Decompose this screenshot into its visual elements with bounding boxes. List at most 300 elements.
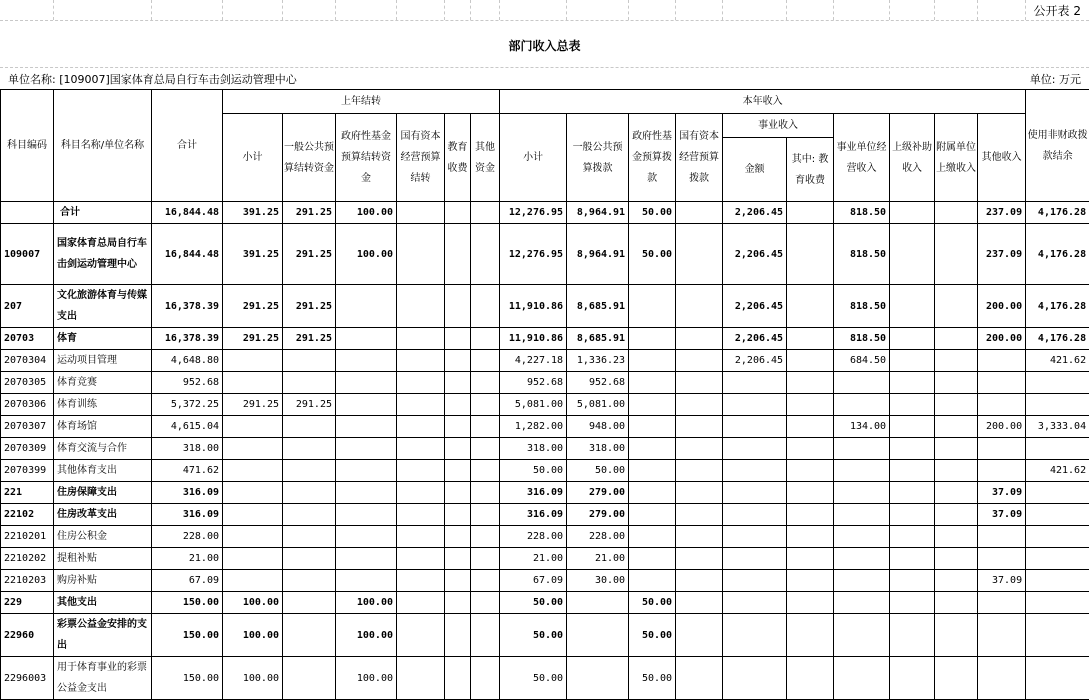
row-value: [629, 548, 676, 570]
row-value: 8,964.91: [567, 224, 629, 285]
row-value: [1026, 372, 1089, 394]
row-value: [935, 592, 978, 614]
row-value: 279.00: [567, 482, 629, 504]
table-row: [1, 372, 1089, 394]
header-ty-other: 其他收入: [978, 114, 1026, 202]
row-value: [787, 438, 834, 460]
row-value: 37.09: [978, 482, 1026, 504]
row-code: 22960: [1, 614, 54, 657]
row-value: [834, 372, 890, 394]
row-value: 21.00: [567, 548, 629, 570]
grid-line: [282, 0, 283, 20]
row-code: 2070307: [1, 416, 54, 438]
row-value: [787, 570, 834, 592]
row-value: [723, 570, 787, 592]
header-total: 合计: [152, 90, 223, 202]
row-value: [890, 394, 935, 416]
row-value: [935, 570, 978, 592]
row-value: [567, 657, 629, 700]
table-row: [1, 482, 1089, 504]
row-value: [935, 394, 978, 416]
table-row: [1, 202, 1089, 224]
row-value: [787, 394, 834, 416]
row-name: 住房公积金: [54, 526, 152, 548]
row-value: [935, 482, 978, 504]
row-value: [935, 372, 978, 394]
row-value: [223, 526, 283, 548]
row-value: [787, 460, 834, 482]
grid-line: [628, 0, 629, 20]
row-value: [978, 592, 1026, 614]
row-value: [723, 438, 787, 460]
row-value: [397, 460, 445, 482]
row-value: [1026, 504, 1089, 526]
row-value: [834, 657, 890, 700]
row-value: [676, 202, 723, 224]
row-value: [445, 372, 471, 394]
row-value: [445, 592, 471, 614]
row-value: [471, 372, 500, 394]
row-value: [336, 328, 397, 350]
row-value: 21.00: [500, 548, 567, 570]
row-value: 818.50: [834, 224, 890, 285]
row-value: 228.00: [500, 526, 567, 548]
row-value: [676, 285, 723, 328]
row-value: [978, 614, 1026, 657]
header-ly-general: 一般公共预算结转资金: [283, 114, 336, 202]
row-value: [890, 460, 935, 482]
row-value: [834, 614, 890, 657]
header-name: 科目名称/单位名称: [54, 90, 152, 202]
row-name: 体育竞赛: [54, 372, 152, 394]
row-code: 20703: [1, 328, 54, 350]
row-value: [223, 482, 283, 504]
row-value: [1026, 394, 1089, 416]
header-ty-gov-fund: 政府性基金预算拨款: [629, 114, 676, 202]
row-value: [283, 482, 336, 504]
row-value: [787, 285, 834, 328]
row-value: [336, 526, 397, 548]
row-value: [890, 438, 935, 460]
row-value: [834, 570, 890, 592]
grid-line: [222, 0, 223, 20]
row-value: [471, 438, 500, 460]
row-value: [890, 224, 935, 285]
row-value: [787, 482, 834, 504]
row-value: [787, 548, 834, 570]
row-code: 2210201: [1, 526, 54, 548]
row-value: [834, 526, 890, 548]
row-value: 316.09: [152, 504, 223, 526]
row-value: [676, 328, 723, 350]
row-value: [1026, 548, 1089, 570]
header-ly-gov-fund: 政府性基金预算结转资金: [336, 114, 397, 202]
row-value: [890, 350, 935, 372]
row-value: [397, 438, 445, 460]
row-value: [397, 224, 445, 285]
row-value: [723, 592, 787, 614]
row-value: 100.00: [336, 202, 397, 224]
income-summary-table: [0, 89, 1089, 700]
header-ty-general: 一般公共预算拨款: [567, 114, 629, 202]
row-value: [629, 526, 676, 548]
row-value: [471, 482, 500, 504]
row-value: [445, 548, 471, 570]
row-value: 818.50: [834, 285, 890, 328]
row-value: 100.00: [223, 614, 283, 657]
row-code: 2070306: [1, 394, 54, 416]
row-code: 2210203: [1, 570, 54, 592]
row-value: [336, 570, 397, 592]
row-name: 体育: [54, 328, 152, 350]
row-value: [723, 657, 787, 700]
row-code: 207: [1, 285, 54, 328]
row-value: [445, 614, 471, 657]
row-value: [223, 570, 283, 592]
row-value: [935, 548, 978, 570]
table-row: [1, 504, 1089, 526]
row-value: [629, 350, 676, 372]
row-value: 134.00: [834, 416, 890, 438]
row-value: [676, 416, 723, 438]
row-value: [787, 202, 834, 224]
row-name: 体育场馆: [54, 416, 152, 438]
report-title: 部门收入总表: [508, 39, 581, 53]
row-value: [397, 570, 445, 592]
header-ty-business: 事业单位经营收入: [834, 114, 890, 202]
row-value: 5,081.00: [567, 394, 629, 416]
row-value: [978, 657, 1026, 700]
row-value: [787, 526, 834, 548]
row-value: 291.25: [223, 328, 283, 350]
row-value: 316.09: [500, 482, 567, 504]
row-value: [629, 570, 676, 592]
grid-line: [786, 0, 787, 20]
row-value: [890, 482, 935, 504]
row-value: 2,206.45: [723, 202, 787, 224]
row-value: 818.50: [834, 202, 890, 224]
row-value: [787, 416, 834, 438]
row-value: 37.09: [978, 570, 1026, 592]
row-value: 4,176.28: [1026, 328, 1089, 350]
row-value: 3,333.04: [1026, 416, 1089, 438]
row-value: [397, 416, 445, 438]
row-value: [397, 482, 445, 504]
row-value: 50.00: [629, 657, 676, 700]
row-value: [787, 614, 834, 657]
row-value: 952.68: [500, 372, 567, 394]
row-code: 2070304: [1, 350, 54, 372]
table-row: [1, 224, 1089, 285]
row-value: [676, 614, 723, 657]
row-name: 住房保障支出: [54, 482, 152, 504]
row-value: [471, 614, 500, 657]
row-value: [223, 438, 283, 460]
row-value: [676, 438, 723, 460]
row-value: [283, 416, 336, 438]
row-value: [834, 460, 890, 482]
row-value: 5,372.25: [152, 394, 223, 416]
row-code: 22102: [1, 504, 54, 526]
grid-line: [977, 0, 978, 20]
table-row: [1, 526, 1089, 548]
row-name: 文化旅游体育与传媒支出: [54, 285, 152, 328]
row-value: 12,276.95: [500, 202, 567, 224]
row-value: 50.00: [629, 614, 676, 657]
row-value: 8,964.91: [567, 202, 629, 224]
row-value: [283, 460, 336, 482]
row-name: 用于体育事业的彩票公益金支出: [54, 657, 152, 700]
row-value: [629, 372, 676, 394]
row-value: [834, 592, 890, 614]
row-value: [676, 504, 723, 526]
row-value: [723, 504, 787, 526]
row-value: [978, 394, 1026, 416]
row-value: [471, 350, 500, 372]
row-value: [723, 394, 787, 416]
row-value: [471, 526, 500, 548]
row-value: [445, 394, 471, 416]
row-value: 1,336.23: [567, 350, 629, 372]
row-value: [935, 460, 978, 482]
row-value: 291.25: [283, 224, 336, 285]
row-value: 50.00: [567, 460, 629, 482]
row-value: [223, 416, 283, 438]
row-value: [471, 202, 500, 224]
row-value: 318.00: [500, 438, 567, 460]
row-value: 50.00: [629, 202, 676, 224]
row-name: 合计: [54, 202, 152, 224]
row-value: 100.00: [336, 592, 397, 614]
row-value: [935, 285, 978, 328]
row-code: 221: [1, 482, 54, 504]
row-value: [978, 460, 1026, 482]
row-value: [397, 614, 445, 657]
row-value: [935, 202, 978, 224]
row-value: [787, 350, 834, 372]
row-value: 5,081.00: [500, 394, 567, 416]
row-value: [978, 548, 1026, 570]
row-value: [397, 202, 445, 224]
row-value: [397, 285, 445, 328]
table-row: [1, 460, 1089, 482]
row-value: 50.00: [500, 592, 567, 614]
row-value: 4,648.80: [152, 350, 223, 372]
row-value: [676, 657, 723, 700]
row-value: 50.00: [629, 224, 676, 285]
row-value: [723, 614, 787, 657]
table-row: [1, 548, 1089, 570]
row-value: [445, 224, 471, 285]
row-value: [567, 614, 629, 657]
row-value: 50.00: [500, 657, 567, 700]
row-name: 提租补贴: [54, 548, 152, 570]
row-value: 684.50: [834, 350, 890, 372]
row-value: 279.00: [567, 504, 629, 526]
row-value: 1,282.00: [500, 416, 567, 438]
row-value: [397, 350, 445, 372]
row-value: 37.09: [978, 504, 1026, 526]
row-value: [471, 394, 500, 416]
row-value: [787, 372, 834, 394]
header-ty-career-amount: 金额: [723, 138, 787, 202]
row-value: [471, 657, 500, 700]
row-name: 彩票公益金安排的支出: [54, 614, 152, 657]
row-value: [676, 350, 723, 372]
row-code: 2070309: [1, 438, 54, 460]
row-name: 运动项目管理: [54, 350, 152, 372]
row-value: [336, 350, 397, 372]
row-value: [283, 372, 336, 394]
row-value: [336, 482, 397, 504]
grid-line: [0, 67, 1089, 68]
row-value: 150.00: [152, 614, 223, 657]
row-value: [445, 526, 471, 548]
row-value: 150.00: [152, 657, 223, 700]
row-value: 100.00: [336, 614, 397, 657]
row-value: [471, 328, 500, 350]
row-value: [676, 394, 723, 416]
row-value: [223, 460, 283, 482]
row-value: [676, 460, 723, 482]
grid-line: [1025, 0, 1026, 20]
row-value: 21.00: [152, 548, 223, 570]
header-ty-affiliated: 附属单位上缴收入: [935, 114, 978, 202]
row-value: 100.00: [336, 657, 397, 700]
row-value: [1026, 526, 1089, 548]
row-value: 67.09: [152, 570, 223, 592]
row-value: [978, 438, 1026, 460]
grid-line: [499, 0, 500, 20]
row-value: 952.68: [567, 372, 629, 394]
row-value: [629, 482, 676, 504]
row-value: 237.09: [978, 202, 1026, 224]
row-value: [283, 548, 336, 570]
row-value: [978, 372, 1026, 394]
row-name: 其他支出: [54, 592, 152, 614]
row-value: [471, 285, 500, 328]
row-value: [890, 372, 935, 394]
page-label: 公开表 2: [1033, 4, 1081, 18]
row-value: 4,176.28: [1026, 285, 1089, 328]
row-value: 228.00: [152, 526, 223, 548]
row-value: [397, 592, 445, 614]
row-value: [397, 504, 445, 526]
row-value: [723, 526, 787, 548]
row-value: [890, 285, 935, 328]
row-name: 其他体育支出: [54, 460, 152, 482]
row-value: [834, 482, 890, 504]
row-value: 318.00: [152, 438, 223, 460]
row-value: [787, 224, 834, 285]
row-value: 4,176.28: [1026, 202, 1089, 224]
row-value: [445, 416, 471, 438]
row-value: 291.25: [223, 394, 283, 416]
row-value: [723, 482, 787, 504]
row-value: 228.00: [567, 526, 629, 548]
grid-line: [675, 0, 676, 20]
row-value: [223, 548, 283, 570]
header-ly-edu: 教育收费: [445, 114, 471, 202]
table-row: [1, 328, 1089, 350]
row-value: 291.25: [283, 202, 336, 224]
row-value: [676, 570, 723, 592]
row-code: [1, 202, 54, 224]
grid-line: [566, 0, 567, 20]
row-value: [723, 372, 787, 394]
row-value: [676, 372, 723, 394]
row-value: [935, 328, 978, 350]
table-row: [1, 285, 1089, 328]
row-value: [787, 592, 834, 614]
row-value: [890, 328, 935, 350]
row-value: [445, 438, 471, 460]
grid-line: [444, 0, 445, 20]
row-value: [471, 460, 500, 482]
row-value: [787, 504, 834, 526]
row-value: 67.09: [500, 570, 567, 592]
row-value: [471, 592, 500, 614]
row-value: 16,378.39: [152, 328, 223, 350]
table-row: [1, 570, 1089, 592]
row-value: [336, 504, 397, 526]
row-value: [471, 224, 500, 285]
row-value: 421.62: [1026, 460, 1089, 482]
row-value: [935, 504, 978, 526]
row-code: 229: [1, 592, 54, 614]
table-body: [1, 202, 1089, 700]
row-value: 4,227.18: [500, 350, 567, 372]
row-value: [978, 526, 1026, 548]
row-value: 50.00: [500, 614, 567, 657]
row-value: [445, 482, 471, 504]
row-value: [676, 482, 723, 504]
row-value: 316.09: [152, 482, 223, 504]
row-value: [445, 285, 471, 328]
header-non-fiscal: 使用非财政拨款结余: [1026, 90, 1089, 202]
row-value: [397, 372, 445, 394]
row-value: [397, 548, 445, 570]
row-value: 948.00: [567, 416, 629, 438]
row-value: [336, 372, 397, 394]
row-code: 2070305: [1, 372, 54, 394]
row-value: 11,910.86: [500, 285, 567, 328]
row-value: [471, 548, 500, 570]
row-value: 200.00: [978, 285, 1026, 328]
row-value: 237.09: [978, 224, 1026, 285]
row-value: [834, 548, 890, 570]
table-row: [1, 394, 1089, 416]
row-name: 住房改革支出: [54, 504, 152, 526]
row-value: 2,206.45: [723, 350, 787, 372]
row-value: [336, 548, 397, 570]
header-last-year: 上年结转: [223, 90, 500, 114]
row-value: [1026, 657, 1089, 700]
header-ty-superior: 上级补助收入: [890, 114, 935, 202]
row-value: [283, 570, 336, 592]
grid-line: [151, 0, 152, 20]
unit-name: 单位名称: [109007]国家体育总局自行车击剑运动管理中心: [8, 73, 297, 86]
row-value: [629, 460, 676, 482]
table-row: [1, 614, 1089, 657]
row-value: [283, 504, 336, 526]
table-row: [1, 592, 1089, 614]
table-row: [1, 657, 1089, 700]
row-value: [1026, 438, 1089, 460]
row-value: [676, 592, 723, 614]
row-value: [223, 504, 283, 526]
row-value: [890, 592, 935, 614]
